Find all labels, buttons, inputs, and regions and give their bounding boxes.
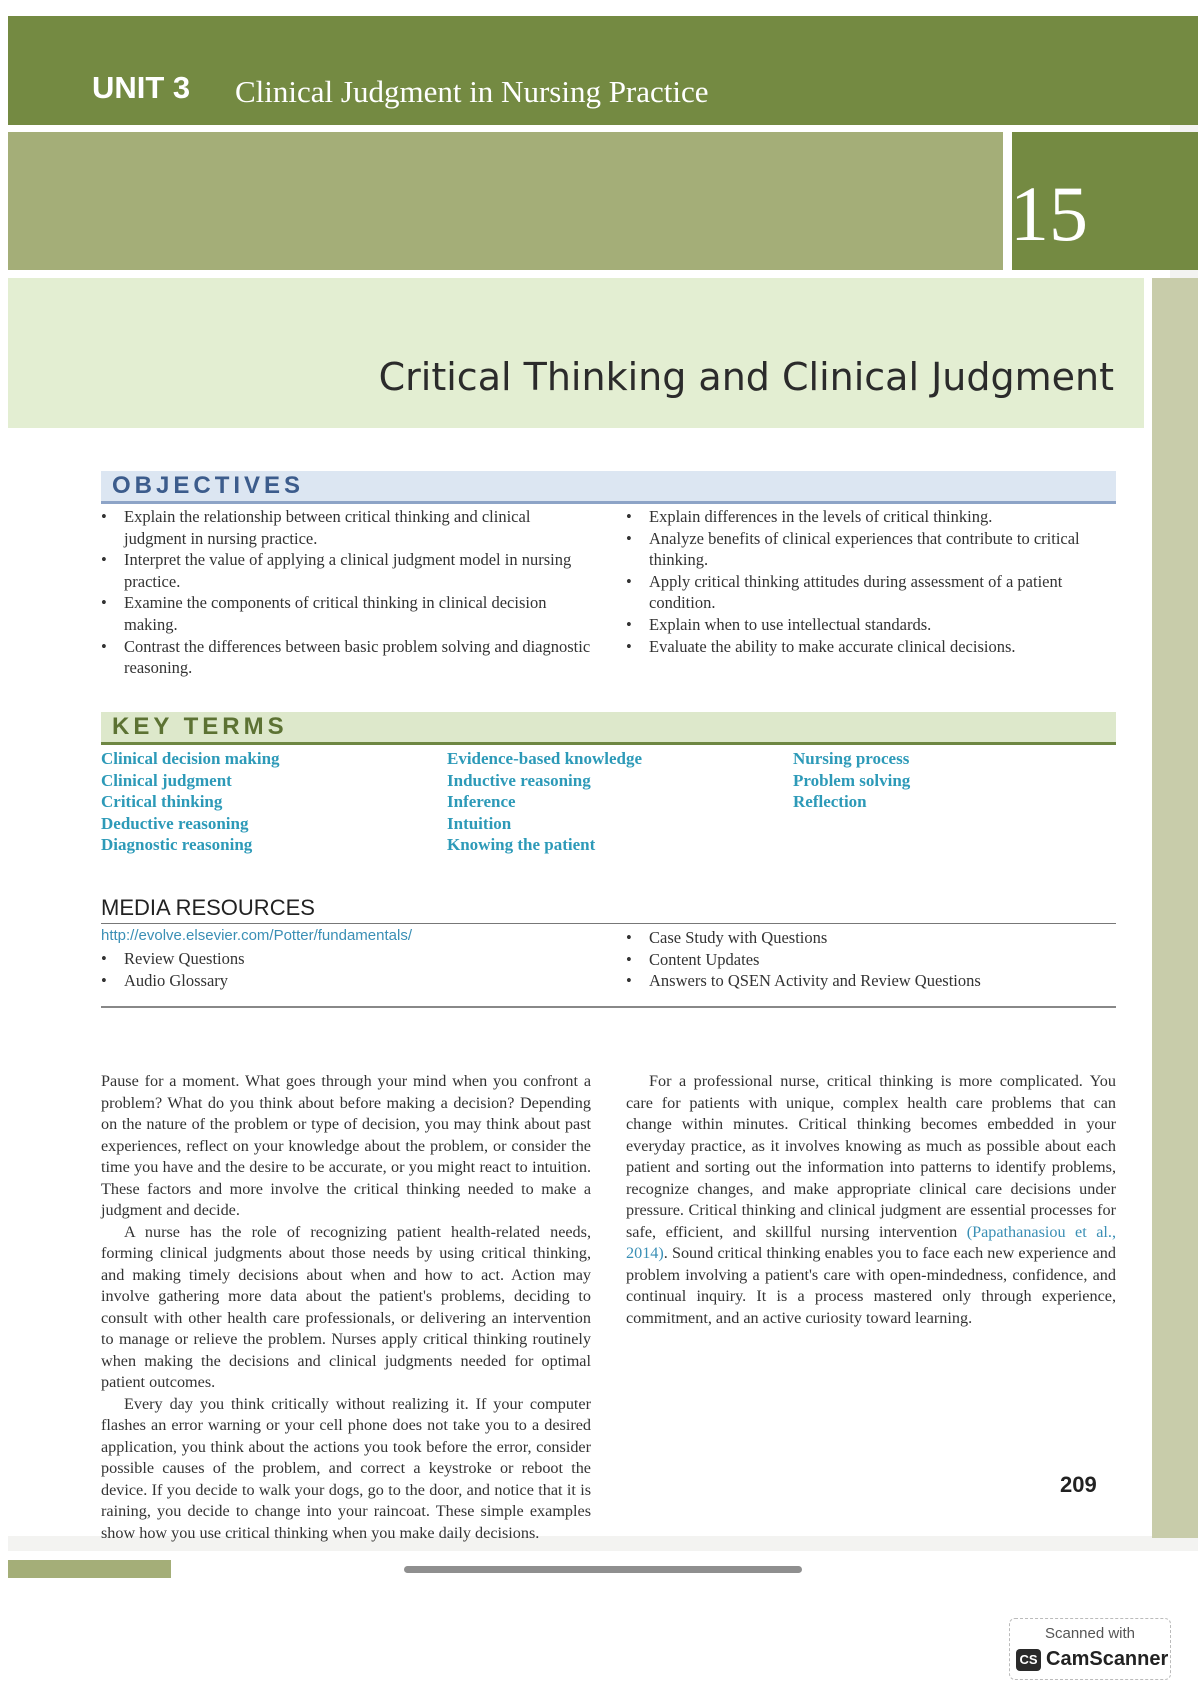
paragraph-text: . Sound critical thinking enables you to face each new experience and problem involving a patient's care with open-mindedness, confidence, and continual inquiry. It is a process mastered only through experience, commitment, and an active curiosity toward learning.	[626, 1244, 1116, 1327]
media-resource-item: • Audio Glossary	[101, 970, 581, 992]
page-number: 209	[1060, 1472, 1097, 1497]
unit-label: UNIT 3	[92, 70, 191, 105]
chapter-band	[8, 132, 1003, 270]
body-column-left	[101, 1071, 591, 1544]
key-terms-heading	[101, 712, 1116, 745]
key-term[interactable]: Nursing process	[793, 749, 910, 768]
camscanner-name: CamScanner	[1046, 1648, 1169, 1670]
paragraph-text: For a professional nurse, critical thinking is more complicated. You care for patients with unique, complex health care problems that can change within minutes. Critical thinking becomes embedded in your everyday practice, as it involves knowing as much as possible about each patient and sorting out the information into patterns to identify problems, recognize changes, and make appropriate clinical care decisions under pressure. Critical thinking and clinical judgment are essential processes for safe, efficient, and skillful nursing intervention	[626, 1072, 1116, 1241]
objective-item: • Analyze benefits of clinical experiences that contribute to critical thinking.	[626, 528, 1116, 571]
key-term[interactable]: Deductive reasoning	[101, 813, 249, 833]
objective-item: • Explain the relationship between critical thinking and clinical judgment in nursing practice.	[101, 506, 591, 549]
chapter-number: 15	[1010, 170, 1088, 257]
objective-item: • Evaluate the ability to make accurate clinical decisions.	[626, 636, 1116, 658]
camscanner-logo-icon: CS	[1016, 1649, 1041, 1671]
key-term[interactable]: Intuition	[447, 813, 512, 833]
key-term[interactable]: Inference	[447, 792, 516, 811]
bottom-color-block	[8, 1560, 171, 1578]
key-term[interactable]: Clinical decision making	[101, 749, 280, 768]
body-paragraph: Pause for a moment. What goes through your mind when you confront a problem? What do you think about before making a decision? Depending on the nature of the problem or type of decision, you may think about past experiences, reflect on your knowledge about the problem, or consider the time you have and the desire to be accurate, or you might react to intuition. These factors and more involve the critical thinking needed to make a judgment and decide.	[101, 1072, 591, 1219]
right-margin-strip	[1152, 278, 1198, 1538]
citation-link[interactable]: (Papathanasiou et al., 2014)	[626, 1222, 1116, 1262]
key-term[interactable]: Evidence-based knowledge	[447, 749, 643, 768]
objective-item: • Explain differences in the levels of critical thinking.	[626, 506, 1116, 528]
media-resource-item: • Answers to QSEN Activity and Review Questions	[626, 970, 1116, 992]
objective-item: • Interpret the value of applying a clinical judgment model in nursing practice.	[101, 549, 591, 592]
chapter-title-band	[8, 278, 1144, 428]
body-paragraph: Every day you think critically without realizing it. If your computer flashes an error warning or your cell phone does not take you to a desired application, you think about the actions you took before the error, consider possible causes of the problem, and correct a keystroke or reboot the device. If you decide to walk your dogs, go to the door, and notice that it is raining, you decide to change into your raincoat. These simple examples show how you use critical thinking when you make daily decisions.	[101, 1394, 591, 1542]
objectives-heading-text: OBJECTIVES	[112, 472, 305, 499]
section-divider	[101, 1006, 1116, 1008]
media-resource-item: • Content Updates	[626, 949, 1116, 971]
objective-item: • Explain when to use intellectual standards.	[626, 614, 1116, 636]
scroll-indicator[interactable]	[404, 1566, 802, 1573]
media-resources-list-left	[101, 948, 581, 991]
chapter-title: Critical Thinking and Clinical Judgment	[378, 355, 1114, 399]
key-terms-heading-text: KEY TERMS	[112, 713, 288, 740]
body-paragraph: A nurse has the role of recognizing patient health-related needs, forming clinical judgments about those needs by using critical thinking, and making timely decisions about when and how to act. Action may involve gathering more data about the patient's problems, deciding to consult with other health care professionals, or delivering an intervention to manage or relieve the problem. Nurses apply critical thinking routinely when making the decisions and clinical judgments needed for optimal patient outcomes.	[101, 1222, 591, 1391]
key-term[interactable]: Reflection	[793, 792, 867, 811]
key-term[interactable]: Knowing the patient	[447, 835, 596, 854]
objectives-list-left	[101, 506, 591, 679]
objective-item: • Contrast the differences between basic problem solving and diagnostic reasoning.	[101, 636, 591, 679]
key-terms-column-1	[101, 748, 280, 856]
key-terms-column-3	[793, 748, 910, 813]
media-resource-item: • Case Study with Questions	[626, 927, 1116, 949]
media-resources-link[interactable]: http://evolve.elsevier.com/Potter/fundamentals/	[101, 927, 412, 944]
key-term[interactable]: Problem solving	[793, 770, 911, 790]
key-term[interactable]: Clinical judgment	[101, 770, 232, 790]
media-resources-heading: MEDIA RESOURCES	[101, 895, 1116, 924]
key-terms-column-2	[447, 748, 642, 856]
scanned-with-text: Scanned with	[1044, 1625, 1136, 1642]
key-term[interactable]: Critical thinking	[101, 792, 223, 811]
key-term[interactable]: Inductive reasoning	[447, 770, 591, 790]
unit-title: Clinical Judgment in Nursing Practice	[235, 74, 709, 109]
key-term[interactable]: Diagnostic reasoning	[101, 835, 253, 854]
media-resource-item: • Review Questions	[101, 948, 581, 970]
objective-item: • Examine the components of critical thinking in clinical decision making.	[101, 592, 591, 635]
media-resources-list-right	[626, 927, 1116, 992]
body-paragraph	[626, 1071, 1116, 1329]
body-column-right	[626, 1071, 1116, 1329]
camscanner-watermark	[1009, 1618, 1171, 1680]
objectives-heading	[101, 471, 1116, 504]
objective-item: • Apply critical thinking attitudes during assessment of a patient condition.	[626, 571, 1116, 614]
objectives-list-right	[626, 506, 1116, 657]
